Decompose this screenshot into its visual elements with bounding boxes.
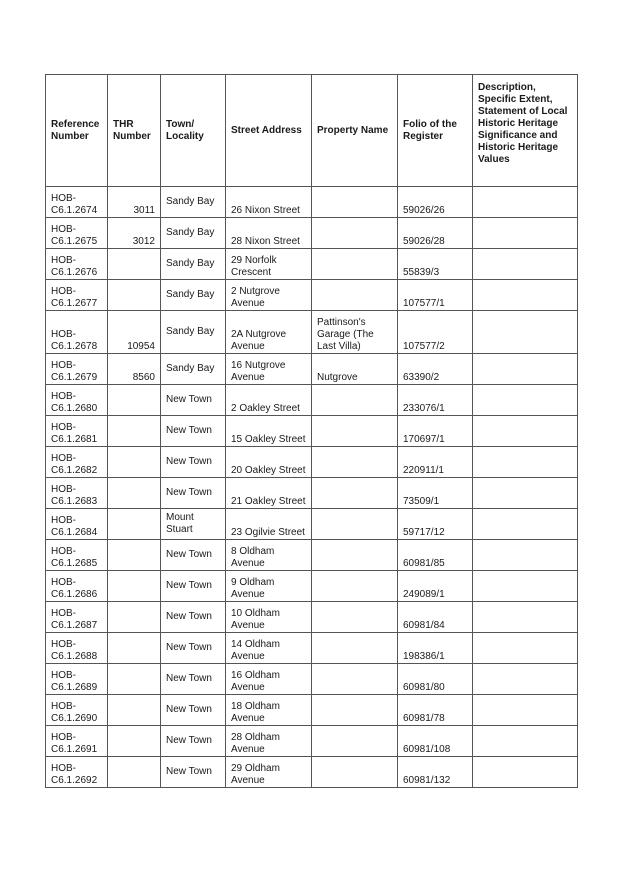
cell-description <box>473 540 578 571</box>
cell-town-locality: New Town <box>161 571 226 602</box>
cell-property-name <box>312 416 398 447</box>
cell-property-name <box>312 385 398 416</box>
header-town-locality: Town/ Locality <box>161 75 226 187</box>
cell-property-name <box>312 726 398 757</box>
cell-property-name <box>312 571 398 602</box>
cell-street-address: 15 Oakley Street <box>226 416 312 447</box>
cell-description <box>473 757 578 788</box>
cell-reference-number: HOB-C6.1.2679 <box>46 354 108 385</box>
cell-town-locality: New Town <box>161 602 226 633</box>
cell-description <box>473 447 578 478</box>
table-row <box>46 218 578 249</box>
table-row <box>46 664 578 695</box>
cell-folio: 198386/1 <box>398 633 473 664</box>
cell-reference-number: HOB-C6.1.2677 <box>46 280 108 311</box>
cell-town-locality: New Town <box>161 633 226 664</box>
cell-town-locality: New Town <box>161 757 226 788</box>
cell-reference-number: HOB-C6.1.2687 <box>46 602 108 633</box>
cell-street-address: 23 Ogilvie Street <box>226 509 312 540</box>
cell-street-address: 28 Oldham Avenue <box>226 726 312 757</box>
cell-reference-number: HOB-C6.1.2682 <box>46 447 108 478</box>
cell-town-locality: New Town <box>161 416 226 447</box>
cell-reference-number: HOB-C6.1.2675 <box>46 218 108 249</box>
cell-thr-number <box>108 633 161 664</box>
cell-property-name <box>312 187 398 218</box>
cell-town-locality: Sandy Bay <box>161 280 226 311</box>
cell-street-address: 21 Oakley Street <box>226 478 312 509</box>
cell-property-name <box>312 695 398 726</box>
header-thr-number: THR Number <box>108 75 161 187</box>
table-row <box>46 726 578 757</box>
cell-description <box>473 726 578 757</box>
cell-thr-number <box>108 280 161 311</box>
table-row <box>46 509 578 540</box>
cell-folio: 60981/132 <box>398 757 473 788</box>
cell-description <box>473 633 578 664</box>
cell-town-locality: New Town <box>161 385 226 416</box>
cell-reference-number: HOB-C6.1.2691 <box>46 726 108 757</box>
cell-reference-number: HOB-C6.1.2689 <box>46 664 108 695</box>
cell-description <box>473 280 578 311</box>
cell-town-locality: Sandy Bay <box>161 187 226 218</box>
cell-reference-number: HOB-C6.1.2692 <box>46 757 108 788</box>
cell-description <box>473 478 578 509</box>
cell-folio: 170697/1 <box>398 416 473 447</box>
cell-street-address: 26 Nixon Street <box>226 187 312 218</box>
cell-town-locality: Sandy Bay <box>161 354 226 385</box>
cell-property-name <box>312 478 398 509</box>
table-row <box>46 571 578 602</box>
cell-description <box>473 695 578 726</box>
cell-thr-number: 3012 <box>108 218 161 249</box>
cell-reference-number: HOB-C6.1.2678 <box>46 311 108 354</box>
cell-street-address: 16 Nutgrove Avenue <box>226 354 312 385</box>
header-property-name: Property Name <box>312 75 398 187</box>
cell-thr-number <box>108 385 161 416</box>
cell-thr-number <box>108 695 161 726</box>
cell-thr-number <box>108 726 161 757</box>
header-reference-number: Reference Number <box>46 75 108 187</box>
cell-folio: 233076/1 <box>398 385 473 416</box>
cell-folio: 60981/80 <box>398 664 473 695</box>
cell-reference-number: HOB-C6.1.2681 <box>46 416 108 447</box>
cell-description <box>473 664 578 695</box>
table-row <box>46 757 578 788</box>
cell-town-locality: New Town <box>161 726 226 757</box>
cell-description <box>473 416 578 447</box>
cell-property-name <box>312 280 398 311</box>
cell-property-name <box>312 757 398 788</box>
cell-description <box>473 354 578 385</box>
cell-reference-number: HOB-C6.1.2674 <box>46 187 108 218</box>
cell-property-name: Pattinson's Garage (The Last Villa) <box>312 311 398 354</box>
cell-description <box>473 509 578 540</box>
cell-folio: 59717/12 <box>398 509 473 540</box>
table-row <box>46 416 578 447</box>
cell-description <box>473 218 578 249</box>
table-row <box>46 602 578 633</box>
cell-property-name <box>312 249 398 280</box>
cell-property-name <box>312 664 398 695</box>
cell-town-locality: New Town <box>161 664 226 695</box>
cell-street-address: 9 Oldham Avenue <box>226 571 312 602</box>
cell-property-name <box>312 540 398 571</box>
cell-reference-number: HOB-C6.1.2690 <box>46 695 108 726</box>
table-row <box>46 478 578 509</box>
heritage-register-table <box>45 74 578 788</box>
cell-street-address: 29 Oldham Avenue <box>226 757 312 788</box>
header-row <box>46 75 578 187</box>
cell-reference-number: HOB-C6.1.2684 <box>46 509 108 540</box>
cell-property-name <box>312 447 398 478</box>
cell-description <box>473 249 578 280</box>
cell-folio: 55839/3 <box>398 249 473 280</box>
cell-thr-number <box>108 664 161 695</box>
cell-property-name: Nutgrove <box>312 354 398 385</box>
cell-town-locality: New Town <box>161 695 226 726</box>
cell-thr-number <box>108 540 161 571</box>
cell-reference-number: HOB-C6.1.2676 <box>46 249 108 280</box>
cell-thr-number <box>108 757 161 788</box>
cell-folio: 107577/1 <box>398 280 473 311</box>
cell-thr-number <box>108 478 161 509</box>
cell-town-locality: New Town <box>161 540 226 571</box>
cell-reference-number: HOB-C6.1.2686 <box>46 571 108 602</box>
cell-town-locality: New Town <box>161 447 226 478</box>
cell-property-name <box>312 633 398 664</box>
cell-property-name <box>312 602 398 633</box>
table-row <box>46 385 578 416</box>
cell-folio: 63390/2 <box>398 354 473 385</box>
cell-street-address: 18 Oldham Avenue <box>226 695 312 726</box>
cell-thr-number <box>108 447 161 478</box>
cell-property-name <box>312 509 398 540</box>
cell-street-address: 8 Oldham Avenue <box>226 540 312 571</box>
table-row <box>46 695 578 726</box>
cell-reference-number: HOB-C6.1.2685 <box>46 540 108 571</box>
cell-town-locality: New Town <box>161 478 226 509</box>
cell-street-address: 2 Oakley Street <box>226 385 312 416</box>
cell-folio: 107577/2 <box>398 311 473 354</box>
cell-folio: 60981/108 <box>398 726 473 757</box>
cell-town-locality: Sandy Bay <box>161 218 226 249</box>
cell-street-address: 2 Nutgrove Avenue <box>226 280 312 311</box>
cell-description <box>473 187 578 218</box>
cell-thr-number <box>108 571 161 602</box>
cell-description <box>473 602 578 633</box>
cell-folio: 73509/1 <box>398 478 473 509</box>
cell-street-address: 20 Oakley Street <box>226 447 312 478</box>
cell-thr-number: 8560 <box>108 354 161 385</box>
cell-property-name <box>312 218 398 249</box>
cell-thr-number: 3011 <box>108 187 161 218</box>
header-folio: Folio of the Register <box>398 75 473 187</box>
cell-folio: 60981/84 <box>398 602 473 633</box>
cell-street-address: 29 Norfolk Crescent <box>226 249 312 280</box>
table-row <box>46 540 578 571</box>
cell-thr-number <box>108 416 161 447</box>
header-street-address: Street Address <box>226 75 312 187</box>
cell-street-address: 28 Nixon Street <box>226 218 312 249</box>
table-row <box>46 249 578 280</box>
cell-folio: 220911/1 <box>398 447 473 478</box>
cell-thr-number <box>108 509 161 540</box>
cell-reference-number: HOB-C6.1.2680 <box>46 385 108 416</box>
cell-reference-number: HOB-C6.1.2688 <box>46 633 108 664</box>
cell-thr-number <box>108 602 161 633</box>
cell-folio: 59026/26 <box>398 187 473 218</box>
cell-street-address: 10 Oldham Avenue <box>226 602 312 633</box>
cell-street-address: 14 Oldham Avenue <box>226 633 312 664</box>
cell-folio: 60981/78 <box>398 695 473 726</box>
cell-folio: 59026/28 <box>398 218 473 249</box>
cell-folio: 60981/85 <box>398 540 473 571</box>
cell-town-locality: Mount Stuart <box>161 509 226 540</box>
cell-description <box>473 571 578 602</box>
table-row <box>46 311 578 354</box>
cell-folio: 249089/1 <box>398 571 473 602</box>
cell-thr-number: 10954 <box>108 311 161 354</box>
cell-town-locality: Sandy Bay <box>161 249 226 280</box>
cell-reference-number: HOB-C6.1.2683 <box>46 478 108 509</box>
register-body <box>46 187 578 788</box>
table-row <box>46 447 578 478</box>
table-row <box>46 187 578 218</box>
cell-description <box>473 385 578 416</box>
cell-thr-number <box>108 249 161 280</box>
table-row <box>46 633 578 664</box>
cell-description <box>473 311 578 354</box>
table-row <box>46 280 578 311</box>
header-description: Description, Specific Extent, Statement of Local Historic Heritage Significance and Historic Heritage Values <box>473 75 578 187</box>
cell-street-address: 16 Oldham Avenue <box>226 664 312 695</box>
table-row <box>46 354 578 385</box>
cell-street-address: 2A Nutgrove Avenue <box>226 311 312 354</box>
cell-town-locality: Sandy Bay <box>161 311 226 354</box>
